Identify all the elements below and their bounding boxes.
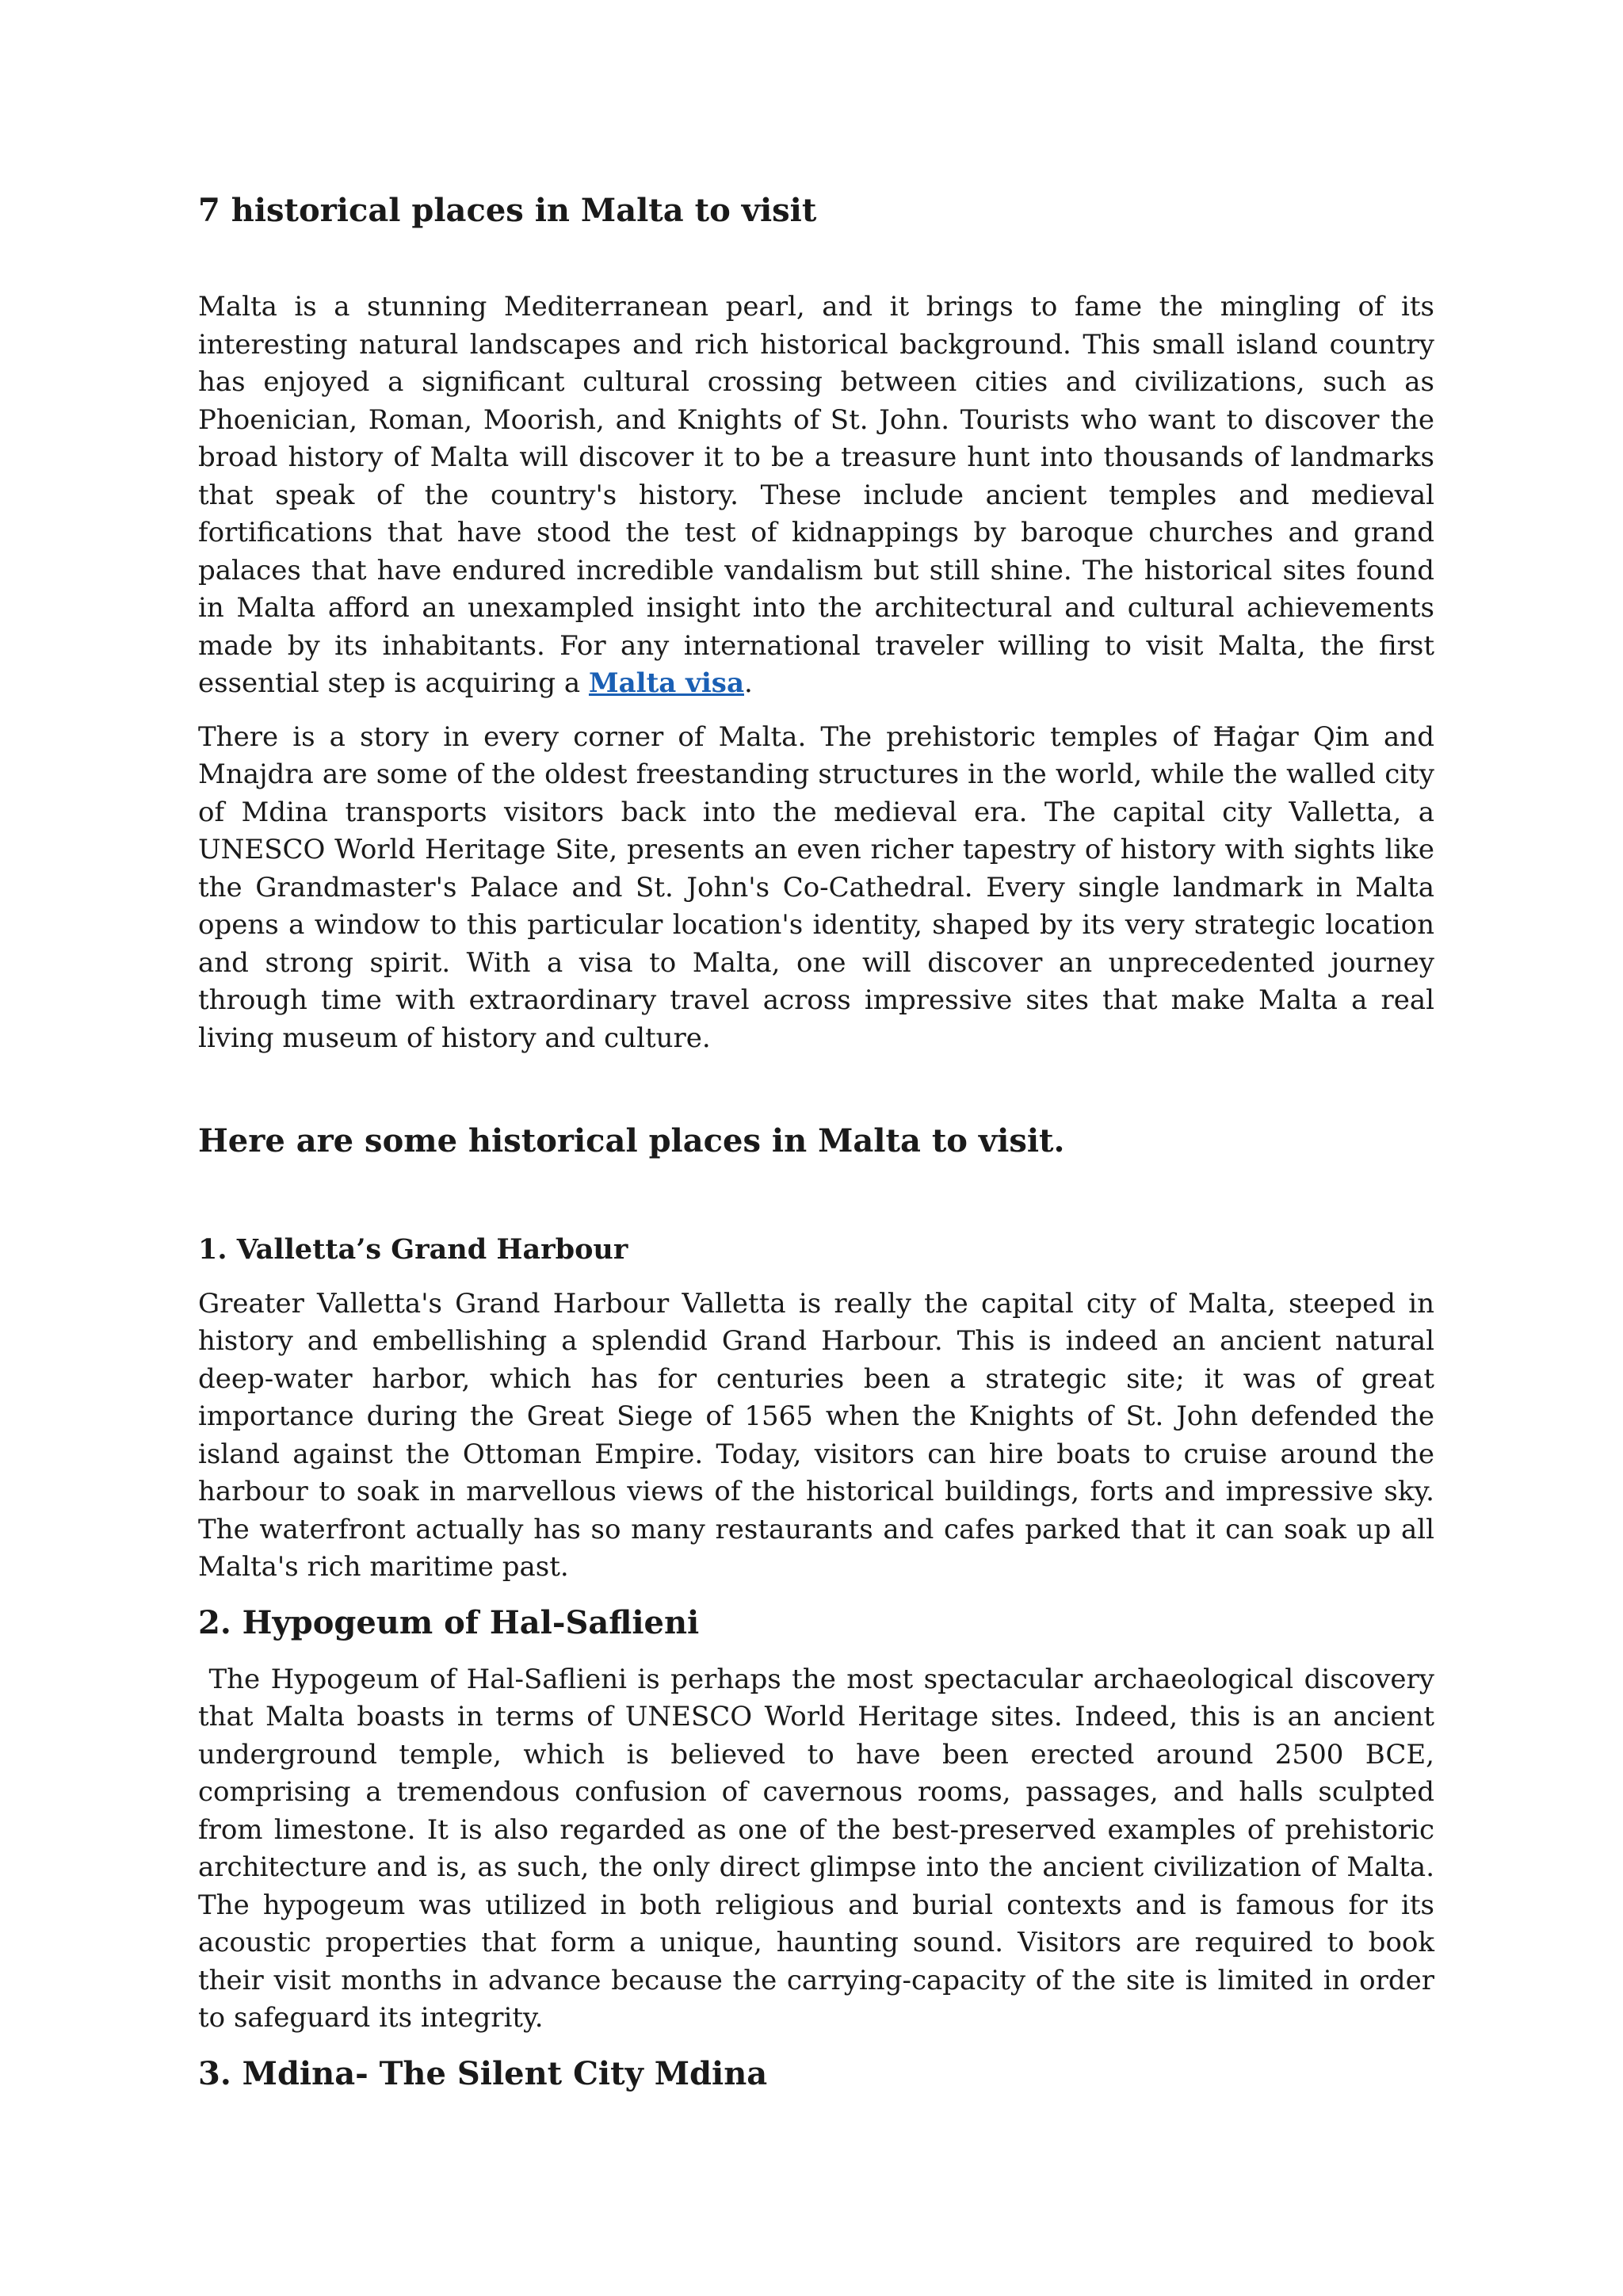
- place-heading-hypogeum: 2. Hypogeum of Hal-Saflieni: [198, 1603, 700, 1641]
- place-heading-valletta: 1. Valletta’s Grand Harbour: [198, 1233, 628, 1266]
- document-title: 7 historical places in Malta to visit: [198, 192, 817, 229]
- intro-paragraph-second: There is a story in every corner of Malta. The prehistoric temples of Ħaġar Qim and Mnajdra are some of the oldest freestanding structures in the world, while the walled city of Mdina transports visitors back into the medieval era. The capital city Valletta, a UNESCO World Heritage Site, presents an even richer tapestry of history with sights like the Grandmaster's Palace and St. John's Co-Cathedral. Every single landmark in Malta opens a window to this particular location's identity, shaped by its very strategic location and strong spirit. With a visa to Malta, one will discover an unprecedented journey through time with extraordinary travel across impressive sites that make Malta a real living museum of history and culture.: [198, 720, 1434, 1054]
- intro-paragraph: [198, 288, 1434, 703]
- place-heading-mdina: 3. Mdina- The Silent City Mdina: [198, 2054, 768, 2092]
- section-heading: Here are some historical places in Malta to visit.: [198, 1122, 1065, 1159]
- malta-visa-link[interactable]: Malta visa: [588, 667, 744, 699]
- places-list: [198, 1232, 1443, 2095]
- document-page: [198, 190, 1443, 2112]
- intro-section: [198, 288, 1434, 1057]
- intro-paragraph-end: .: [743, 667, 753, 699]
- place-text-hypogeum: The Hypogeum of Hal-Saflieni is perhaps the most spectacular archaeological discovery that Malta boasts in terms of UNESCO World Heritage sites. Indeed, this is an ancient underground temple, which is believed to have been erected around 2500 BCE, comprising a tremendous confusion of cavernous rooms, passages, and halls sculpted from limestone. It is also regarded as one of the best-preserved examples of prehistoric architecture and is, as such, the only direct glimpse into the ancient civilization of Malta. The hypogeum was utilized in both religious and burial contexts and is famous for its acoustic properties that form a unique, haunting sound. Visitors are required to book their visit months in advance because the carrying-capacity of the site is limited in order to safeguard its integrity.: [198, 1663, 1443, 2034]
- place-text-valletta: Greater Valletta's Grand Harbour Valletta is really the capital city of Malta, steeped in history and embellishing a splendid Grand Harbour. This is indeed an ancient natural deep-water harbor, which has for centuries been a strategic site; it was of great importance during the Great Siege of 1565 when the Knights of St. John defended the island against the Ottoman Empire. Today, visitors can hire boats to cruise around the harbour to soak in marvellous views of the historical buildings, forts and impressive sky. The waterfront actually has so many restaurants and cafes parked that it can soak up all Malta's rich maritime past.: [198, 1287, 1434, 1583]
- intro-paragraph-text: Malta is a stunning Mediterranean pearl, and it brings to fame the mingling of its interesting natural landscapes and rich historical background. This small island country has enjoyed a significant cultural crossing between cities and civilizations, such as Phoenician, Roman, Moorish, and Knights of St. John. Tourists who want to discover the broad history of Malta will discover it to be a treasure hunt into thousands of landmarks that speak of the country's history. These include ancient temples and medieval fortifications that have stood the test of kidnappings by baroque churches and grand palaces that have endured incredible vandalism but still shine. The historical sites found in Malta afford an unexampled insight into the architectural and cultural achievements made by its inhabitants. For any international traveler willing to visit Malta, the first essential step is acquiring a: [198, 291, 1434, 699]
